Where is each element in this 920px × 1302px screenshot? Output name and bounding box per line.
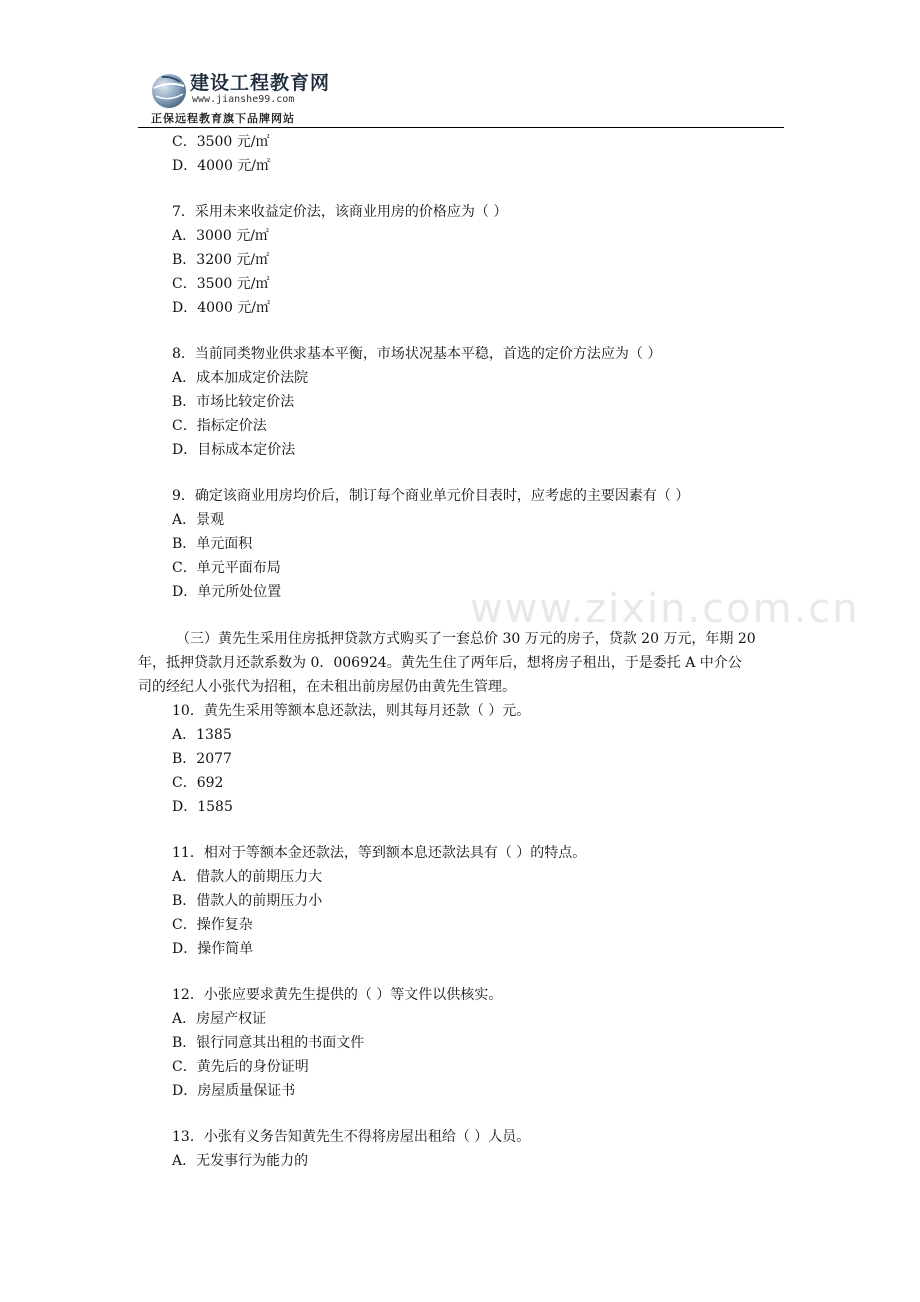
q11-stem: 11．相对于等额本金还款法，等到额本息还款法具有（ ）的特点。 xyxy=(172,845,587,861)
q7-stem: 7．采用未来收益定价法，该商业用房的价格应为（ ） xyxy=(172,204,508,220)
q11-option-b: B．借款人的前期压力小 xyxy=(172,893,323,909)
q12-stem: 12．小张应要求黄先生提供的（ ）等文件以供核实。 xyxy=(172,987,503,1003)
q8-option-a: A．成本加成定价法院 xyxy=(172,370,309,386)
brand-url[interactable]: www.jianshe99.com xyxy=(192,94,295,105)
q10-option-b: B．2077 xyxy=(172,751,232,767)
site-header xyxy=(138,64,784,128)
globe-logo-icon xyxy=(150,72,188,110)
q10-option-d: D．1585 xyxy=(172,799,233,815)
q12-option-d: D．房屋质量保证书 xyxy=(172,1083,296,1099)
q9-option-b: B．单元面积 xyxy=(172,536,253,552)
q9-option-a: A．景观 xyxy=(172,512,225,528)
q9-option-d: D．单元所处位置 xyxy=(172,584,282,600)
q12-option-b: B．银行同意其出租的书面文件 xyxy=(172,1035,365,1051)
q12-option-c: C．黄先后的身份证明 xyxy=(172,1059,309,1075)
q10-stem: 10．黄先生采用等额本息还款法，则其每月还款（ ）元。 xyxy=(172,703,531,719)
header-divider xyxy=(138,127,784,128)
watermark: www.zixin.com.cn xyxy=(470,586,860,632)
q13-stem: 13．小张有义务告知黄先生不得将房屋出租给（ ）人员。 xyxy=(172,1129,531,1145)
q11-option-a: A．借款人的前期压力大 xyxy=(172,869,323,885)
case3-line-1: （三）黄先生采用住房抵押贷款方式购买了一套总价 30 万元的房子，贷款 20 万元，年期 20 xyxy=(176,631,756,647)
q6-option-c: C．3500 元/㎡ xyxy=(172,134,270,150)
brand-tagline: 正保远程教育旗下品牌网站 xyxy=(151,112,295,125)
q13-option-a: A．无发事行为能力的 xyxy=(172,1153,309,1169)
case3-line-2: 年，抵押贷款月还款系数为 0．006924。黄先生住了两年后，想将房子租出，于是委托 A 中介公 xyxy=(138,655,742,671)
q6-option-d: D．4000 元/㎡ xyxy=(172,158,271,174)
case3-line-3: 司的经纪人小张代为招租，在未租出前房屋仍由黄先生管理。 xyxy=(138,679,516,695)
q7-option-a: A．3000 元/㎡ xyxy=(172,228,269,244)
q9-stem: 9．确定该商业用房均价后，制订每个商业单元价目表时，应考虑的主要因素有（ ） xyxy=(172,488,690,504)
q7-option-d: D．4000 元/㎡ xyxy=(172,300,271,316)
q8-stem: 8．当前同类物业供求基本平衡，市场状况基本平稳，首选的定价方法应为（ ） xyxy=(172,346,662,362)
q8-option-b: B．市场比较定价法 xyxy=(172,394,295,410)
q10-option-c: C．692 xyxy=(172,775,224,791)
q8-option-c: C．指标定价法 xyxy=(172,418,267,434)
q11-option-c: C．操作复杂 xyxy=(172,917,253,933)
q12-option-a: A．房屋产权证 xyxy=(172,1011,267,1027)
brand-title: 建设工程教育网 xyxy=(190,72,331,94)
q7-option-b: B．3200 元/㎡ xyxy=(172,252,270,268)
q7-option-c: C．3500 元/㎡ xyxy=(172,276,270,292)
q11-option-d: D．操作简单 xyxy=(172,941,254,957)
q9-option-c: C．单元平面布局 xyxy=(172,560,281,576)
q8-option-d: D．目标成本定价法 xyxy=(172,442,296,458)
q10-option-a: A．1385 xyxy=(172,727,232,743)
